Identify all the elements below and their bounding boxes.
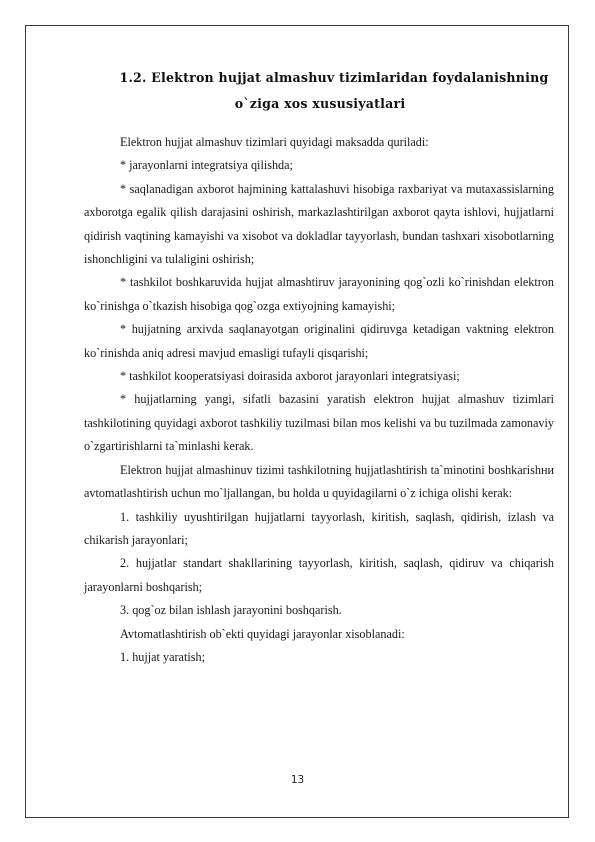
paragraph: Avtomatlashtirish ob`ekti quyidagi jarayonlar xisoblanadi: bbox=[120, 626, 405, 641]
body-text bbox=[84, 131, 554, 669]
paragraph: 2. hujjatlar standart shakllarining tayyorlash, kiritish, saqlash, qidiruv va chiqarish jarayonlarni boshqarish; bbox=[84, 556, 554, 594]
paragraph: 1. hujjat yaratish; bbox=[120, 649, 205, 664]
paragraph: Elektron hujjat almashinuv tizimi tashkilotning hujjatlashtirish ta`minotini boshkarishни avtomatlashtirish uchun mo`ljallangan, bu holda u quyidagilarni o`z ichiga olishi kerak: bbox=[84, 462, 554, 501]
page-number: 13 bbox=[290, 774, 305, 786]
section-heading-line-2: o`ziga xos xususiyatlari bbox=[234, 96, 406, 111]
paragraph: * jarayonlarni integratsiya qilishda; bbox=[120, 158, 293, 173]
paragraph: 1. tashkiliy uyushtirilgan hujjatlarni tayyorlash, kiritish, saqlash, qidirish, izlash va chikarish jarayonlari; bbox=[84, 509, 554, 547]
paragraph: * saqlanadigan axborot hajmining kattalashuvi hisobiga raxbariyat va mutaxassislarning axborotga egalik qilish darajasini oshirish, markazlashtirilgan axborot qayta ishlovi, hujjatlarni qidirish vaqtining kamayishi va xisobot va dokladlar tayyorlash, bundan tashxari xisobotlarning ishonchligini va tulaligini oshirish; bbox=[84, 181, 554, 267]
paragraph: 3. qog`oz bilan ishlash jarayonini boshqarish. bbox=[120, 603, 342, 618]
paragraph: * hujjatning arxivda saqlanayotgan originalini qidiruvga ketadigan vaktning elektron ko`rinishda aniq adresi mavjud emasligi tufayli qisqarishi; bbox=[84, 322, 554, 360]
section-heading-line-1: 1.2. Elektron hujjat almashuv tizimlaridan foydalanishning bbox=[119, 70, 549, 85]
paragraph: * tashkilot kooperatsiyasi doirasida axborot jarayonlari integratsiyasi; bbox=[120, 369, 460, 384]
paragraph: * hujjatlarning yangi, sifatli bazasini yaratish elektron hujjat almashuv tizimlari tashkilotining quyidagi axborot tashkiliy tuzilmasi bilan mos kelishi va bu tuzilmada zamonaviy o`zgartirishlarni ta`minlashi kerak. bbox=[84, 392, 554, 454]
paragraph: Elektron hujjat almashuv tizimlari quyidagi maksadda quriladi: bbox=[120, 135, 429, 149]
paragraph: * tashkilot boshkaruvida hujjat almashtiruv jarayonining qog`ozli ko`rinishdan elektron ko`rinishga o`tkazish hisobiga qog`ozga extiyojning kamayishi; bbox=[84, 275, 554, 313]
